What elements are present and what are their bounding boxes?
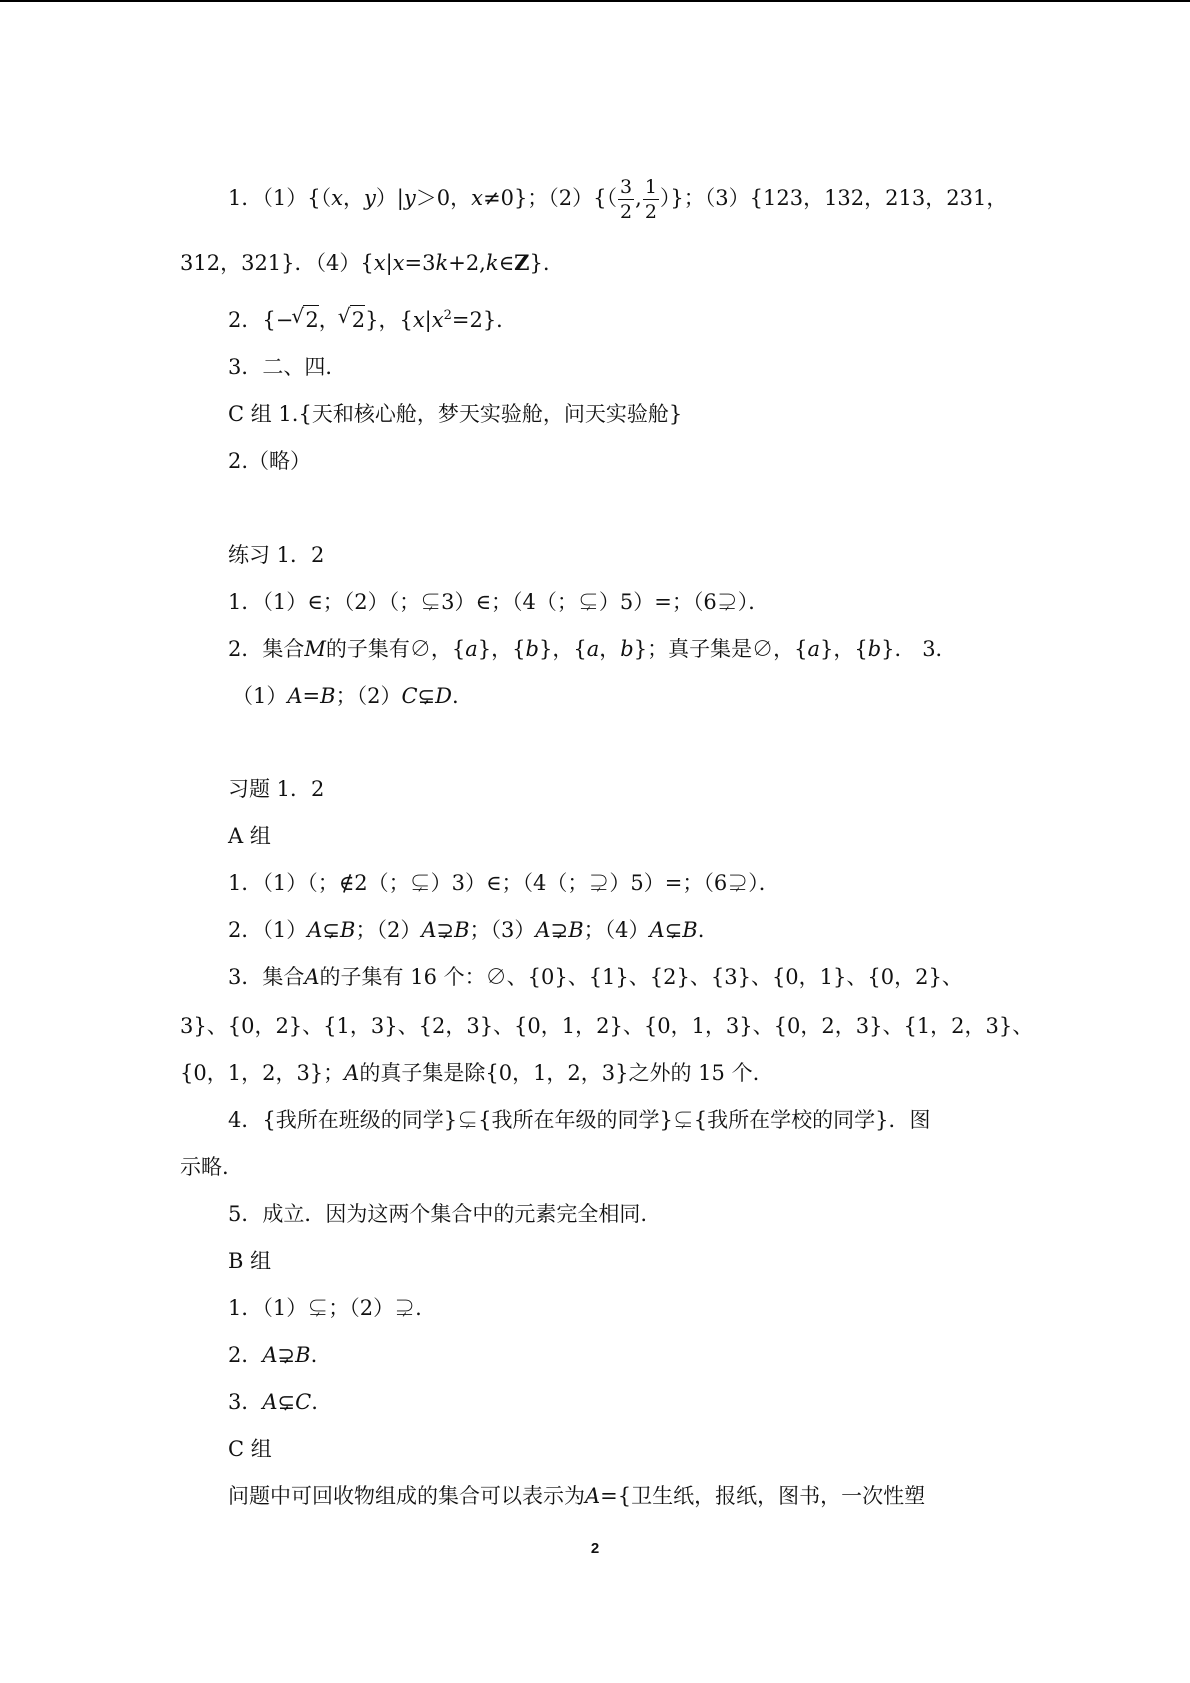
page-number: 2 [590,1540,600,1557]
fraction-3-2: $\frac{3}{2}$ [620,176,633,223]
exercise-a-line-5: 5．成立．因为这两个集合中的元素完全相同. [228,1202,648,1226]
exercise-b-line-3: 3．A⊊C. [228,1390,318,1414]
group-a-heading: A 组 [228,824,271,848]
group-c-paragraph: 问题中可回收物组成的集合可以表示为A={卫生纸，报纸，图书，一次性塑 [228,1484,926,1508]
exercise-b-line-1: 1．（1）⊊；（2）⊋. [228,1296,422,1320]
answer-line-1-1: 1．（1）{（x，y）|y＞0，x≠0}；（2）{（ $\frac{3}{2}$ , $\frac{1}{2}$ ）}；（3）{123，132，213，231， [228,176,1008,223]
answer-line-1-2: 312，321}．（4）{x|x=3k+2,k∈Z}. [180,250,550,275]
exercise-a-line-4: 4．{我所在班级的同学}⊊{我所在年级的同学}⊊{我所在学校的同学}．图 [228,1108,931,1132]
section-heading-practice: 练习 1．2 [228,543,325,567]
answer-line-2: 2．{−√ 2，√ 2}，$\{x|x^2=2\}$． [228,302,517,334]
exercise-a-line-1: 1．（1）（；∉2（；⊊）3）∈；（4（；⊋）5）=；（6⊋）． [228,871,780,895]
section-heading-exercise: 习题 1．2 [228,777,325,801]
sqrt-2-positive: √ 2 [350,305,365,334]
group-c-heading: C 组 [228,1437,272,1461]
fraction-1-2: $\frac{1}{2}$ [644,176,657,223]
practice-line-2: 2．集合M的子集有∅，{a}，{b}，{a，b}；真子集是∅，{a}，{b}． 3． [228,637,957,661]
exercise-a-line-2: 2．（1）A⊊B；（2）A⊋B；（3）A⊋B；（4）A⊊B. [228,918,705,942]
exercise-a-line-3: 3．集合A的子集有 16 个：∅、{0}、{1}、{2}、{3}、{0，1}、{0，2}、 [228,965,963,989]
practice-line-1: 1．（1）∈；（2）（；⊊3）∈；（4（；⊊）5）=；（6⊋）． [228,590,770,614]
group-c-line-1: C 组 1.{天和核心舱，梦天实验舱，问天实验舱} [228,402,683,426]
top-border-line [0,0,1190,2]
exercise-a-line-3-cont: 3}、{0，2}、{1，3}、{2，3}、{0，1，2}、{0，1，3}、{0，2，3}、{1，2，3}、 [180,1014,1034,1038]
answer-line-3: 3．二、四． [228,355,347,379]
sqrt-2-negative: √ 2 [303,305,318,334]
group-c-line-2: 2.（略） [228,449,312,473]
exercise-b-line-2: 2．A⊋B. [228,1343,318,1367]
exercise-a-line-3-end: {0，1，2，3}；A的真子集是除{0，1，2，3}之外的 15 个. [180,1061,760,1085]
group-b-heading: B 组 [228,1249,272,1273]
exercise-a-line-4-cont: 示略. [180,1155,229,1179]
practice-line-3: （1）A=B；（2）C⊊D. [232,684,459,708]
